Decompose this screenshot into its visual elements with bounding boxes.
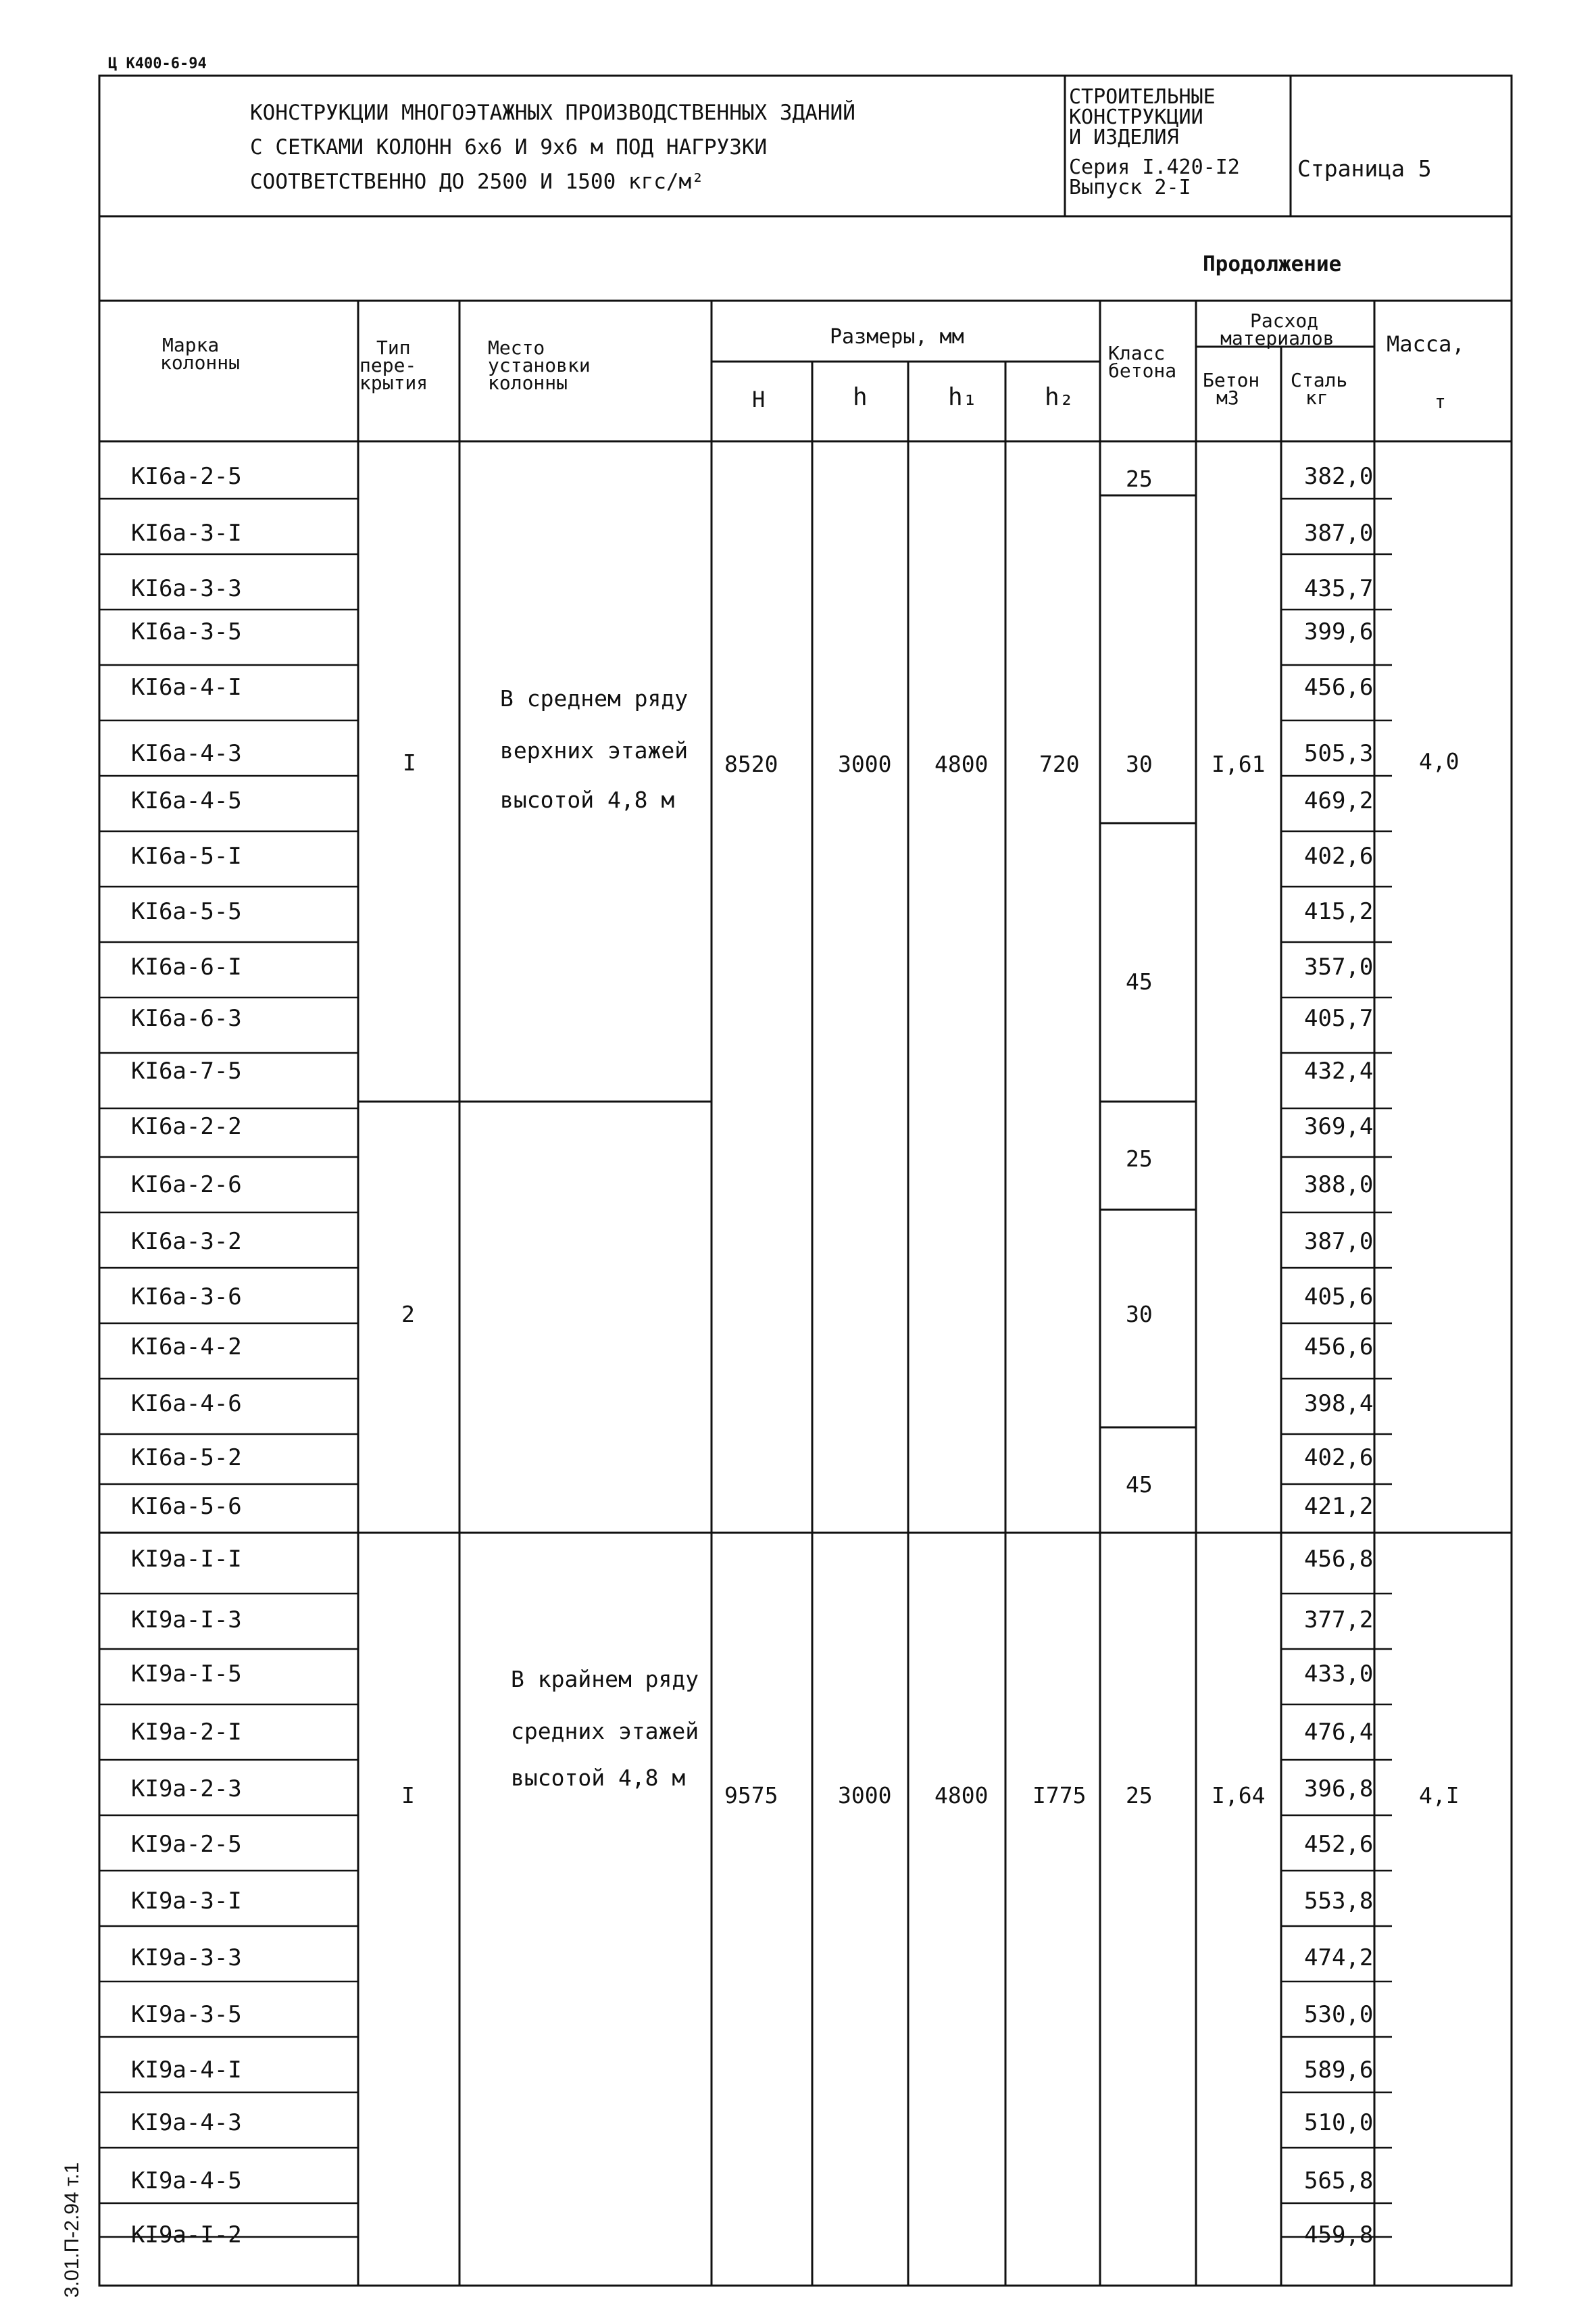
class-25-group-2: 25 [1126, 1146, 1153, 1172]
steel-cell: 405,6 [1304, 1283, 1374, 1310]
series-number: Серия I.420-I2 [1069, 155, 1240, 179]
header-mark-2: колонны [160, 351, 241, 374]
steel-cell: 530,0 [1304, 2001, 1374, 2028]
steel-cell: 421,2 [1304, 1493, 1374, 1520]
class-45-group-2: 45 [1126, 1471, 1153, 1498]
mark-cell: КI6а-4-6 [131, 1390, 242, 1417]
steel-cell: 589,6 [1304, 2057, 1374, 2084]
place-line-2-group-1: верхних этажей [500, 737, 689, 764]
class-25-group-1: 25 [1126, 466, 1153, 492]
mark-cell: КI9а-I-I [131, 1546, 242, 1573]
continuation-label: Продолжение [1203, 252, 1342, 276]
mark-cell: КI9а-I-5 [131, 1660, 242, 1688]
header-type-1: Тип [376, 337, 411, 359]
h-cell-group-1: 3000 [838, 751, 892, 777]
steel-cell: 456,8 [1304, 1546, 1374, 1573]
steel-cell: 452,6 [1304, 1831, 1374, 1858]
header-consumption-2: материалов [1220, 327, 1335, 349]
concrete-cell-group-3: I,64 [1212, 1782, 1266, 1808]
steel-cell: 369,4 [1304, 1113, 1374, 1140]
mark-cell: КI6а-5-6 [131, 1493, 242, 1520]
header-steel-1: Сталь [1291, 369, 1348, 391]
steel-cell: 357,0 [1304, 954, 1374, 981]
H-cell-group-1: 8520 [724, 751, 778, 777]
header-consumption-1: Расход [1250, 310, 1319, 332]
steel-cell: 402,6 [1304, 843, 1374, 870]
header-H: H [752, 387, 766, 412]
header-type-3: крытия [359, 372, 428, 394]
H-cell-group-3: 9575 [724, 1782, 778, 1808]
header-place-1: Место [488, 337, 545, 359]
h-cell-group-3: 3000 [838, 1782, 892, 1808]
mark-cell: КI9а-2-I [131, 1719, 242, 1746]
series-line-2: КОНСТРУКЦИИ [1069, 105, 1203, 129]
header-mass-2: т [1435, 391, 1446, 413]
series-line-3: И ИЗДЕЛИЯ [1069, 126, 1179, 149]
header-type-2: пере- [359, 354, 417, 376]
header-mark-1: Марка [162, 334, 220, 356]
mark-cell: КI6а-5-I [131, 843, 242, 870]
mark-cell: КI9а-4-5 [131, 2167, 242, 2194]
mark-cell: КI9а-I-3 [131, 1606, 242, 1633]
mark-cell: КI9а-3-5 [131, 2001, 242, 2028]
document-code: Ц К400-6-94 [108, 55, 207, 72]
steel-cell: 505,3 [1304, 740, 1374, 767]
mark-cell: КI6а-4-5 [131, 787, 242, 814]
mark-cell: КI9а-I-2 [131, 2221, 242, 2248]
steel-cell: 476,4 [1304, 1719, 1374, 1746]
steel-cell: 402,6 [1304, 1444, 1374, 1471]
mark-cell: КI6а-5-2 [131, 1444, 242, 1471]
steel-cell: 456,6 [1304, 674, 1374, 701]
page-number: Страница 5 [1297, 155, 1432, 182]
h1-cell-group-3: 4800 [934, 1782, 989, 1808]
header-h2: h₂ [1045, 383, 1074, 411]
steel-cell: 398,4 [1304, 1390, 1374, 1417]
place-line-1-group-3: В крайнем ряду [511, 1666, 699, 1692]
steel-cell: 433,0 [1304, 1660, 1374, 1688]
mark-cell: КI6а-2-2 [131, 1113, 242, 1140]
steel-cell: 382,0 [1304, 463, 1374, 490]
class-30-group-1: 30 [1126, 751, 1153, 777]
header-sizes: Размеры, мм [830, 325, 964, 349]
type-cell-group-1: I [403, 749, 416, 776]
header-concrete-1: Бетон [1203, 369, 1260, 391]
type-cell-group-2: 2 [401, 1301, 415, 1327]
header-concrete-2: м3 [1216, 387, 1239, 409]
side-stamp: 3.01.П-2.94 т.1 [61, 2162, 83, 2298]
steel-cell: 565,8 [1304, 2167, 1374, 2194]
steel-cell: 553,8 [1304, 1888, 1374, 1915]
steel-cell: 432,4 [1304, 1058, 1374, 1085]
header-place-3: колонны [488, 372, 568, 394]
mark-cell: КI9а-3-I [131, 1888, 242, 1915]
mark-cell: КI6а-6-I [131, 954, 242, 981]
steel-cell: 396,8 [1304, 1775, 1374, 1802]
mass-cell-group-1: 4,0 [1419, 748, 1460, 774]
mark-cell: КI6а-4-3 [131, 740, 242, 767]
steel-cell: 388,0 [1304, 1171, 1374, 1198]
mark-cell: КI6а-3-I [131, 520, 242, 547]
title-line-3: СООТВЕТСТВЕННО ДО 2500 И 1500 кгс/м² [250, 170, 704, 194]
series-line-1: СТРОИТЕЛЬНЫЕ [1069, 85, 1216, 109]
header-class-2: бетона [1108, 360, 1177, 382]
steel-cell: 469,2 [1304, 787, 1374, 814]
mark-cell: КI6а-2-6 [131, 1171, 242, 1198]
steel-cell: 456,6 [1304, 1333, 1374, 1360]
class-30-group-2: 30 [1126, 1301, 1153, 1327]
mark-cell: КI6а-7-5 [131, 1058, 242, 1085]
header-class-1: Класс [1108, 342, 1166, 364]
h1-cell-group-1: 4800 [934, 751, 989, 777]
mark-cell: КI9а-4-3 [131, 2109, 242, 2136]
steel-cell: 405,7 [1304, 1005, 1374, 1032]
mark-cell: КI9а-2-5 [131, 1831, 242, 1858]
mark-cell: КI6а-5-5 [131, 898, 242, 925]
header-place-2: установки [488, 354, 591, 376]
steel-cell: 415,2 [1304, 898, 1374, 925]
mark-cell: КI9а-2-3 [131, 1775, 242, 1802]
class-25-group-3: 25 [1126, 1782, 1153, 1808]
mark-cell: КI6а-2-5 [131, 463, 242, 490]
steel-cell: 387,0 [1304, 1228, 1374, 1255]
mark-cell: КI6а-3-6 [131, 1283, 242, 1310]
steel-cell: 377,2 [1304, 1606, 1374, 1633]
mark-cell: КI6а-4-I [131, 674, 242, 701]
mark-cell: КI6а-3-5 [131, 618, 242, 645]
header-mass-1: Масса, [1387, 331, 1465, 357]
header-steel-2: кг [1305, 387, 1328, 409]
steel-cell: 474,2 [1304, 1944, 1374, 1971]
steel-cell: 435,7 [1304, 575, 1374, 602]
title-line-2: С СЕТКАМИ КОЛОНН 6х6 И 9х6 м ПОД НАГРУЗКИ [250, 135, 768, 159]
mark-cell: КI6а-6-3 [131, 1005, 242, 1032]
header-h: h [853, 383, 868, 411]
h2-cell-group-3: I775 [1032, 1782, 1087, 1808]
title-line-1: КОНСТРУКЦИИ МНОГОЭТАЖНЫХ ПРОИЗВОДСТВЕННЫХ ЗДАНИЙ [250, 101, 855, 125]
h2-cell-group-1: 720 [1039, 751, 1080, 777]
steel-cell: 387,0 [1304, 520, 1374, 547]
mark-cell: КI6а-3-3 [131, 575, 242, 602]
steel-cell: 510,0 [1304, 2109, 1374, 2136]
mark-cell: КI6а-3-2 [131, 1228, 242, 1255]
place-line-2-group-3: средних этажей [511, 1718, 699, 1744]
class-45-group-1: 45 [1126, 968, 1153, 995]
steel-cell: 459,8 [1304, 2221, 1374, 2248]
place-line-3-group-3: высотой 4,8 м [511, 1765, 686, 1791]
mark-cell: КI9а-4-I [131, 2057, 242, 2084]
place-line-3-group-1: высотой 4,8 м [500, 787, 675, 813]
mark-cell: КI6а-4-2 [131, 1333, 242, 1360]
mark-cell: КI9а-3-3 [131, 1944, 242, 1971]
issue-number: Выпуск 2-I [1069, 176, 1191, 199]
mass-cell-group-3: 4,I [1419, 1782, 1460, 1808]
type-cell-group-3: I [401, 1782, 415, 1808]
header-h1: h₁ [948, 383, 978, 411]
concrete-cell-group-1: I,61 [1212, 751, 1266, 777]
steel-cell: 399,6 [1304, 618, 1374, 645]
place-line-1-group-1: В среднем ряду [500, 685, 689, 712]
